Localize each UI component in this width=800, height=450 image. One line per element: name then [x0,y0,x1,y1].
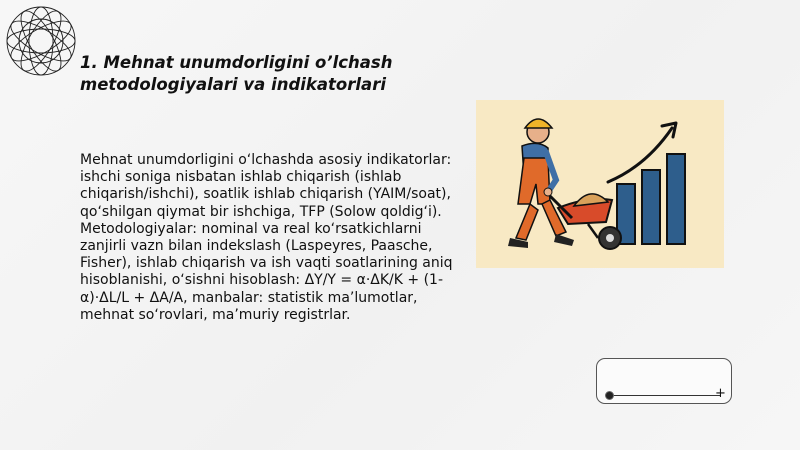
slider-track[interactable] [609,395,721,396]
growth-bar-icon [667,154,685,244]
slide-title: 1. Mehnat unumdorligini o’lchash metodologiyalari va indikatorlari [80,53,393,94]
logo-icon [4,4,78,78]
worker-wheelbarrow-illustration [476,100,724,268]
growth-bar-icon [642,170,660,244]
plus-icon[interactable]: + [715,386,726,401]
slide-body-text: Mehnat unumdorligini o‘lchashda asosiy indikatorlar: ishchi soniga nisbatan ishlab chiqarish (ishlab chiqarish/ishchi), soatlik ishlab chiqarish (YAIM/soat), qo‘shilgan qiymat bir ishchiga, TFP (Solow qoldig‘i). Metodologiyalar: nominal va real ko‘rsatkichlarni zanjirli vazn bilan indekslash (Laspeyres, Paasche, Fisher), ishlab chiqarish va ish vaqti soatlarining aniq hisoblanishi, o‘sishni hisoblash: ΔY/Y = α·ΔK/K + (1-α)·ΔL/L + ΔA/A, manbalar: statistik ma’lumotlar, mehnat so‘rovlari, ma’muriy registrlar. [80,152,453,323]
dot-icon[interactable] [605,391,614,400]
slider-control[interactable] [596,358,732,404]
